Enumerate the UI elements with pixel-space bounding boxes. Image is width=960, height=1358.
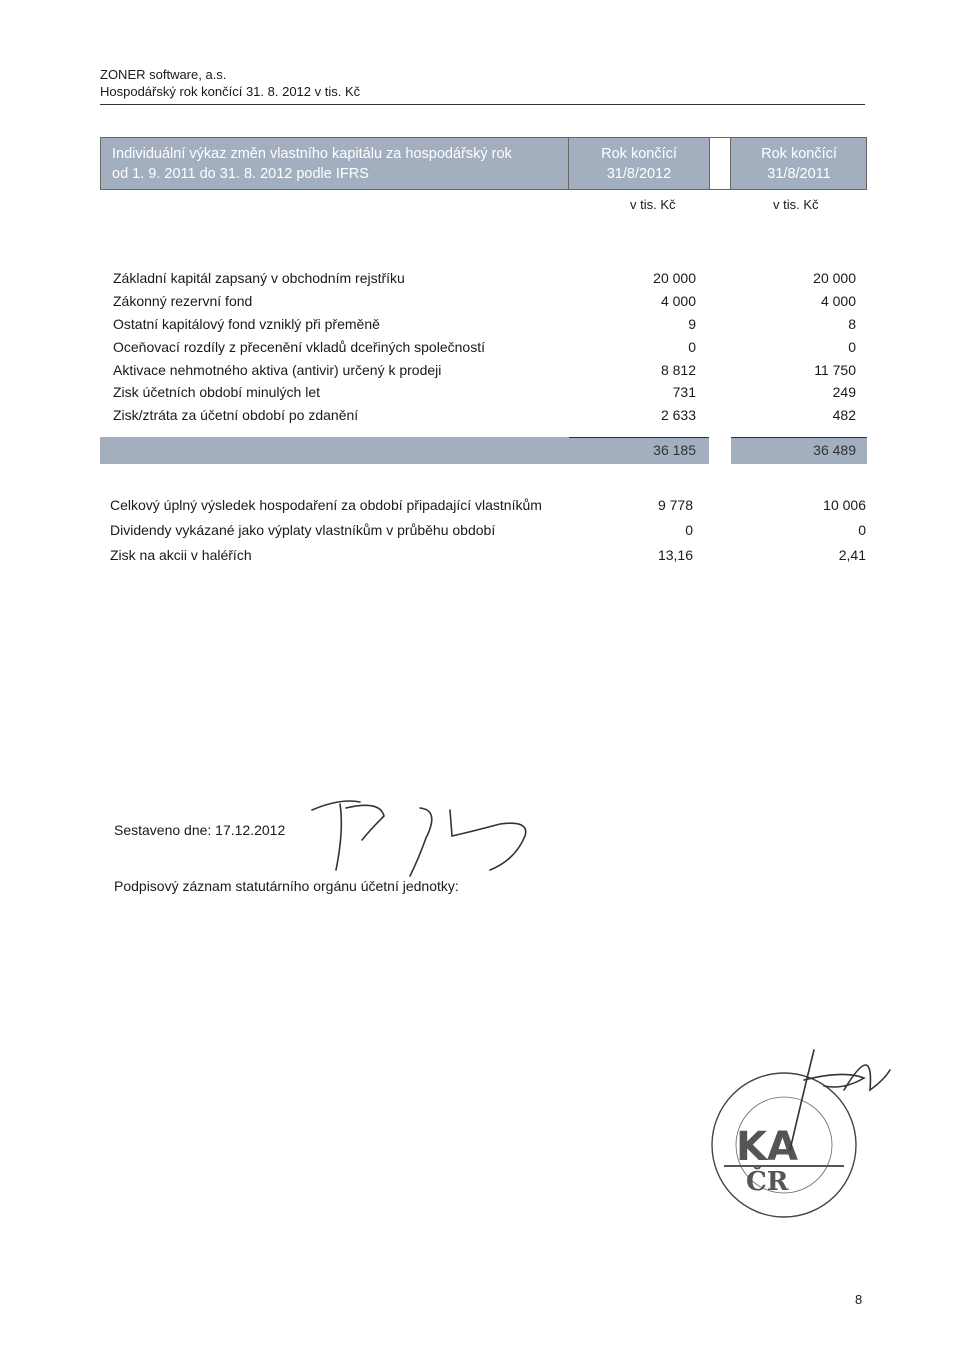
auditor-stamp [694,1030,894,1220]
row-value-2012: 8 812 [660,362,696,378]
row-value-2012: 2 633 [660,407,696,423]
row-value-2012: 0 [688,339,696,355]
summary-value-2012: 13,16 [657,547,693,563]
row-value-2011: 11 750 [814,362,856,378]
row-label: Aktivace nehmotného aktiva (antivir) určený k prodeji [113,362,442,378]
column-header-2011-line2: 31/8/2011 [767,166,831,182]
summary-value-2012: 9 778 [657,497,693,513]
summary-label: Celkový úplný výsledek hospodaření za období připadající vlastníkům [110,497,542,513]
header-border [100,137,867,190]
total-band [100,437,867,464]
summary-value-2011: 10 006 [823,497,866,513]
row-value-2011: 20 000 [813,270,856,286]
row-label: Zákonný rezervní fond [113,293,253,309]
header-rule [100,104,865,105]
total-gap [709,437,731,464]
company-name: ZONER software, a.s. [100,67,227,82]
fiscal-year: Hospodářský rok končící 31. 8. 2012 v tis. Kč [100,84,361,99]
row-value-2012: 20 000 [653,270,696,286]
row-value-2011: 0 [848,339,856,355]
total-2012: 36 185 [653,442,696,458]
summary-label: Zisk na akcii v haléřích [110,547,252,563]
summary-label: Dividendy vykázané jako výplaty vlastníkům v průběhu období [110,522,496,538]
compiled-date: Sestaveno dne: 17.12.2012 [114,822,286,838]
row-label: Oceňovací rozdíly z přecenění vkladů dceřiných společností [113,339,485,355]
row-value-2012: 4 000 [660,293,696,309]
total-2011: 36 489 [813,442,856,458]
row-label: Zisk účetních období minulých let [113,384,320,400]
table-title-line2: od 1. 9. 2011 do 31. 8. 2012 podle IFRS [112,166,369,182]
signature-label: Podpisový záznam statutárního orgánu účetní jednotky: [114,878,459,894]
row-value-2011: 249 [832,384,856,400]
svg-text:ČR: ČR [746,1167,789,1197]
page-number: 8 [855,1292,863,1307]
column-header-2012-line1: Rok končící [601,146,677,162]
table-title-line1: Individuální výkaz změn vlastního kapitálu za hospodářský rok [112,146,512,162]
unit-2012: v tis. Kč [630,197,676,212]
stamp-logo: KA [736,1124,798,1170]
column-header-2012-line2: 31/8/2012 [606,166,672,182]
row-label: Ostatní kapitálový fond vzniklý při přeměně [113,316,380,332]
row-value-2012: 731 [672,384,696,400]
row-value-2011: 482 [832,407,856,423]
row-value-2011: 8 [848,316,856,332]
unit-2011: v tis. Kč [773,197,819,212]
row-label: Základní kapitál zapsaný v obchodním rejstříku [113,270,405,286]
column-header-2011-line1: Rok končící [761,146,837,162]
summary-value-2011: 0 [858,522,866,538]
row-value-2011: 4 000 [820,293,856,309]
row-value-2012: 9 [688,316,696,332]
summary-value-2011: 2,41 [838,547,866,563]
row-label: Zisk/ztráta za účetní období po zdanění [113,407,359,423]
handwritten-signature [300,790,560,900]
summary-value-2012: 0 [685,522,693,538]
